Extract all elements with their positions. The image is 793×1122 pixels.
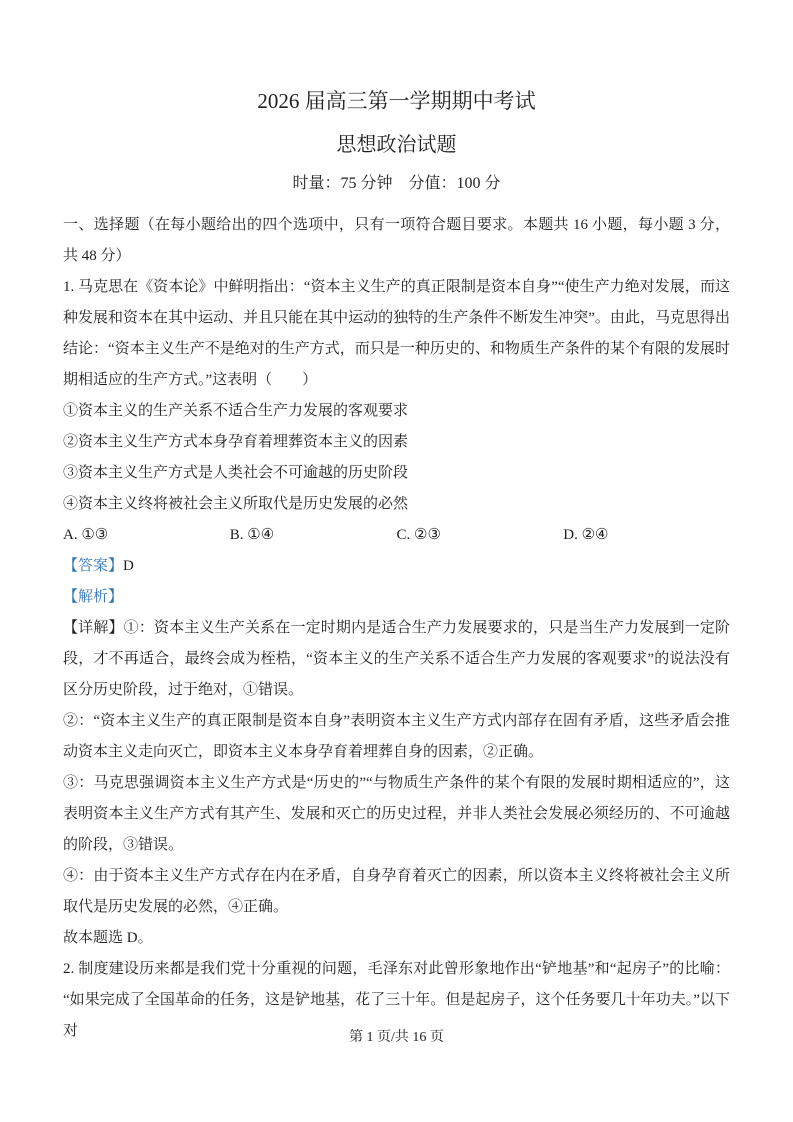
choice-a: A. ①③: [63, 526, 109, 543]
question-1-statement-2: ②资本主义生产方式本身孕育着埋葬资本主义的因素: [63, 433, 409, 450]
choice-b: B. ①④: [229, 526, 275, 543]
page-number-indicator: 第 1 页/共 16 页: [349, 1030, 444, 1045]
question-1-statement-4: ④资本主义终将被社会主义所取代是历史发展的必然: [63, 495, 409, 512]
answer-label: 【答案】: [63, 557, 124, 574]
question-1-statement-3: ③资本主义生产方式是人类社会不可逾越的历史阶段: [63, 464, 409, 481]
detail-paragraph-3: ③：马克思强调资本主义生产方式是“历史的”“与物质生产条件的某个有限的发展时期相适应的”，这表明资本主义生产方式有其产生、发展和灭亡的历史过程，并非人类社会发展必须经历的、不可逾越的阶段，③错误。: [63, 774, 730, 853]
exam-meta: 时量：75 分钟 分值：100 分: [292, 175, 501, 193]
detail-paragraph-1: [63, 613, 730, 706]
detail-label: 【详解】: [63, 619, 124, 636]
conclusion-line: 故本题选 D。: [63, 929, 153, 946]
section-heading: 一、选择题（在每小题给出的四个选项中，只有一项符合题目要求。本题共 16 小题，每小题 3 分，共 48 分）: [63, 216, 730, 264]
question-1-choices: [63, 520, 730, 551]
question-2-stem: 2. 制度建设历来都是我们党十分重视的问题，毛泽东对此曾形象地作出“铲地基”和“起房子”的比喻：“如果完成了全国革命的任务，这是铲地基，花了三十年。但是起房子，这个任务要几十年功夫。”以下对: [63, 960, 730, 1039]
choice-c: C. ②③: [396, 526, 441, 543]
page-subtitle: 思想政治试题: [336, 134, 457, 157]
answer-value: D: [123, 557, 134, 574]
detail-paragraph-4: ④：由于资本主义生产方式存在内在矛盾，自身孕育着灭亡的因素，所以资本主义终将被社会主义所取代是历史发展的必然，④正确。: [63, 867, 730, 915]
question-1-stem: 1. 马克思在《资本论》中鲜明指出：“资本主义生产的真正限制是资本自身”“使生产力绝对发展，而这种发展和资本在其中运动、并且只能在其中运动的独特的生产条件不断发生冲突”。由此，马克思得出结论：“资本主义生产不是绝对的生产方式，而只是一种历史的、和物质生产条件的某个有限的发展时期相适应的生产方式。”这表明（ ）: [63, 278, 730, 388]
answer-line: [63, 551, 730, 582]
question-1-statement-1: ①资本主义的生产关系不适合生产力发展的客观要求: [63, 402, 409, 419]
detail-text-1: ①：资本主义生产关系在一定时期内是适合生产力发展要求的，只是当生产力发展到一定阶段，才不再适合，最终会成为桎梏，“资本主义的生产关系不适合生产力发展的客观要求”的说法没有区分历史阶段，过于绝对，①错误。: [63, 619, 730, 698]
analysis-label: 【解析】: [63, 588, 124, 605]
page-title: 2026 届高三第一学期期中考试: [257, 89, 536, 113]
detail-paragraph-2: ②：“资本主义生产的真正限制是资本自身”表明资本主义生产方式内部存在固有矛盾，这些矛盾会推动资本主义走向灭亡，即资本主义本身孕育着埋葬自身的因素，②正确。: [63, 712, 730, 760]
choice-d: D. ②④: [563, 526, 609, 543]
